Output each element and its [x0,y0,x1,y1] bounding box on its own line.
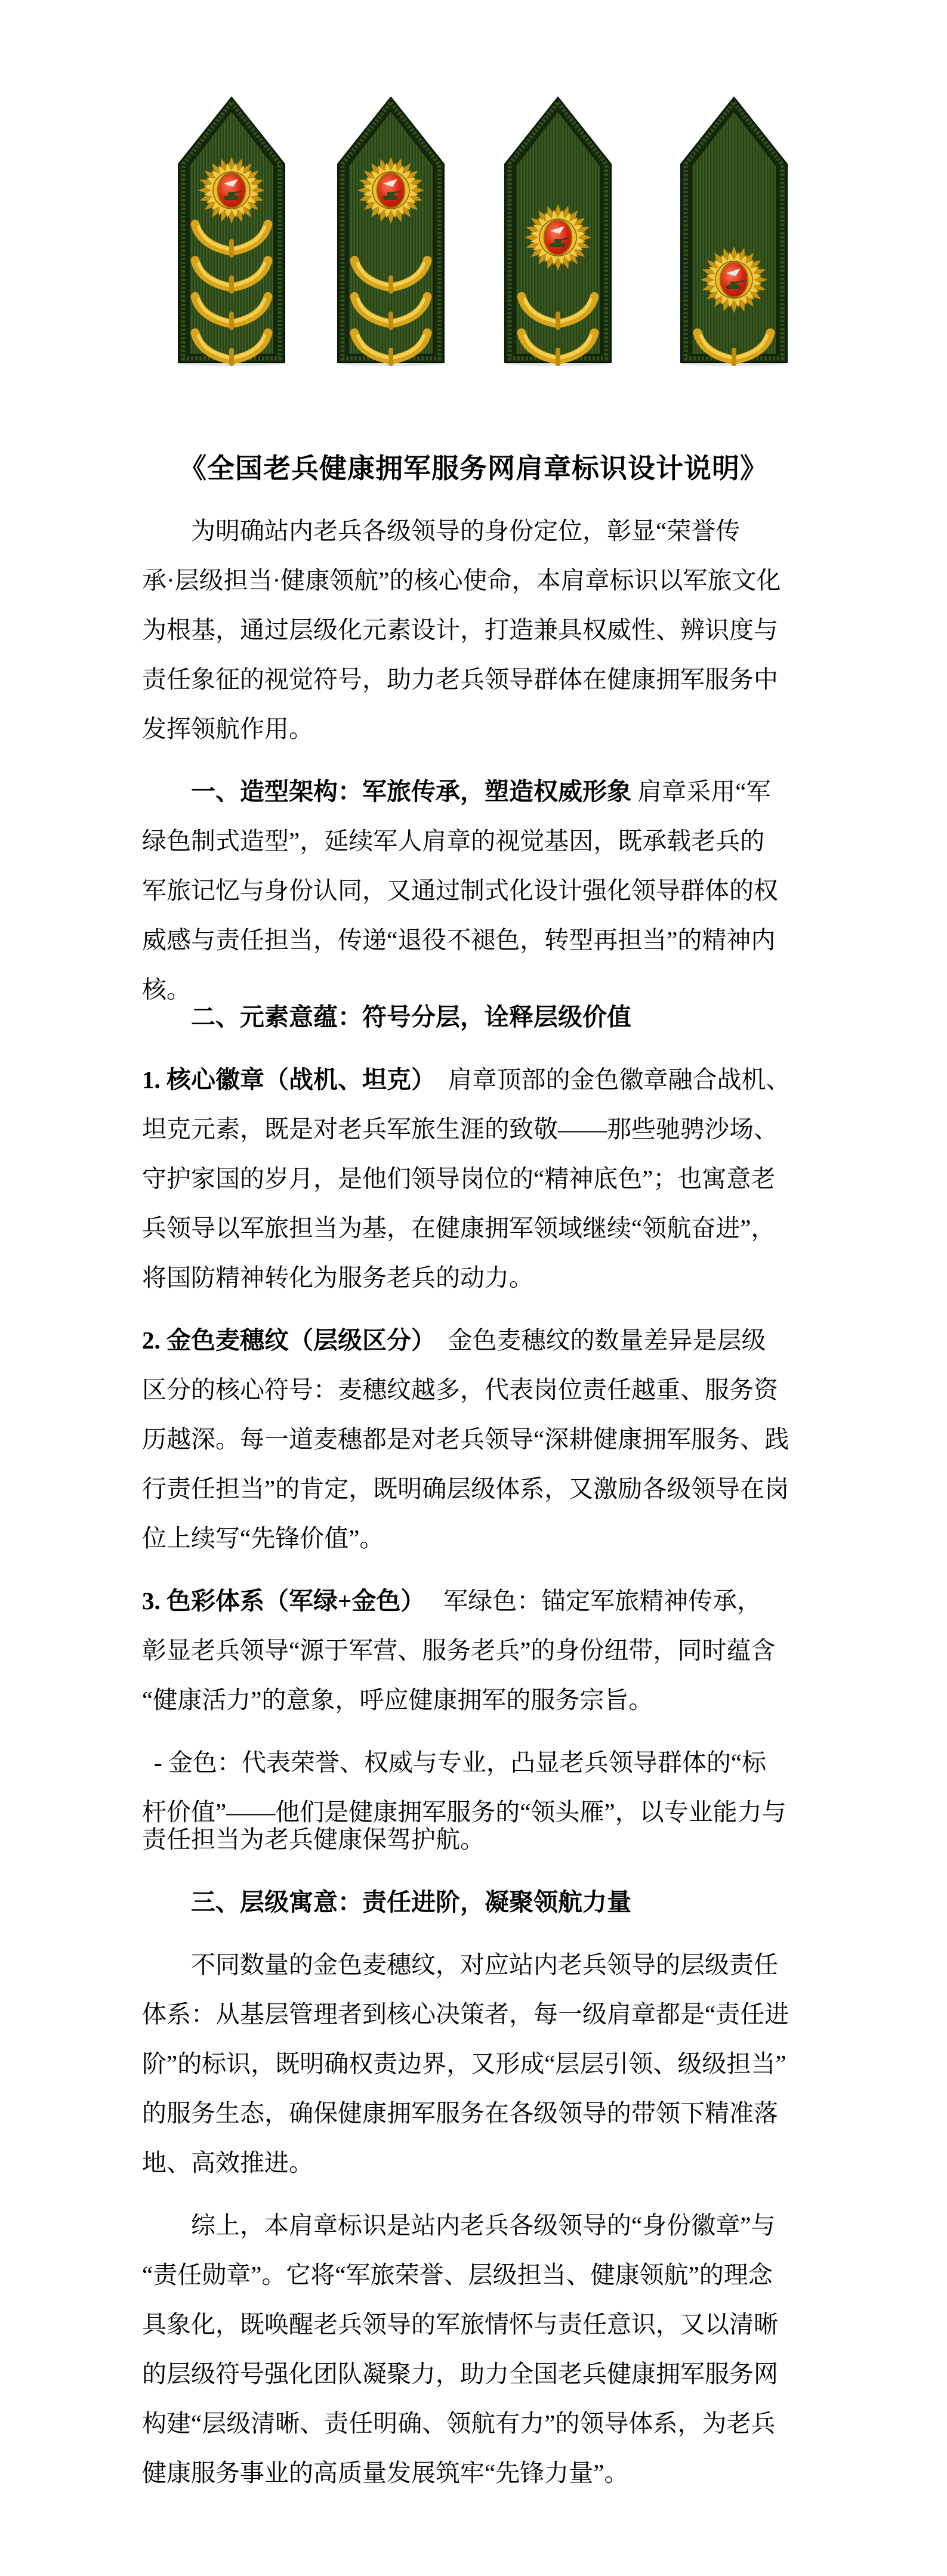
doc-list-item-3 [142,1576,875,1626]
doc-line [142,1514,875,1563]
doc-line [142,1105,875,1154]
doc-heading-3 [142,1878,875,1927]
line-text: 坦克元素，既是对老兵军旅生涯的致敬——那些驰骋沙场、 [142,1115,778,1143]
line-text: 杆价值”——他们是健康拥军服务的“领头雁”，以专业能力与 [142,1798,786,1826]
doc-line [142,1253,875,1303]
line-text: 位上续写“先锋价值”。 [142,1524,384,1552]
doc-line [142,817,875,866]
line-text: 地、高效推进。 [142,2149,313,2176]
line-text: 不同数量的金色麦穗纹，对应站内老兵领导的层级责任 [191,1951,778,1978]
doc-list-item-1 [142,1055,875,1105]
line-text: 守护家国的岁月，是他们领导岗位的“精神底色”；也寓意老 [142,1165,776,1192]
doc-line [142,1365,875,1415]
line-text: 综上，本肩章标识是站内老兵各级领导的“身份徽章”与 [191,2212,776,2239]
line-text: 的服务生态，确保健康拥军服务在各级领导的带领下精准落 [142,2099,778,2127]
heading-text: 三、层级寓意：责任进阶，凝聚领航力量 [191,1888,631,1916]
doc-bullet-line [142,1738,875,1788]
doc-line [142,2300,875,2349]
doc-line [142,556,875,605]
line-text: 健康服务事业的高质量发展筑牢“先锋力量”。 [142,2459,629,2487]
line-text: 发挥领航作用。 [142,715,313,743]
line-text: 体系：从基层管理者到核心决策者，每一级肩章都是“责任进 [142,2000,789,2028]
line-text: 军旅记忆与身份认同，又通过制式化设计强化领导群体的权 [142,877,778,904]
doc-line [142,1940,875,1990]
line-text: 军绿色：锚定军旅精神传承， [412,1587,762,1615]
heading-text: 一、造型架构：军旅传承，塑造权威形象 [191,778,631,805]
doc-line [142,2039,875,2089]
line-text: “责任勋章”。它将“军旅荣誉、层级担当、健康领航”的理念 [142,2261,773,2289]
doc-line [142,1154,875,1204]
line-text: 为根基，通过层级化元素设计，打造兼具权威性、辨识度与 [142,616,778,644]
item-lead-text: 3. 色彩体系（军绿+金色） [142,1587,413,1615]
epaulette-row [0,94,947,367]
doc-line [142,1204,875,1253]
line-text: 将国防精神转化为服务老兵的动力。 [142,1264,533,1291]
line-text: 彰显老兵领导“源于军营、服务老兵”的身份纽带，同时蕴含 [142,1637,776,1664]
doc-line [142,1675,875,1725]
doc-line [142,605,875,655]
item-lead-text: 2. 金色麦穗纹（层级区分） [142,1326,424,1354]
heading-text: 二、元素意蕴：符号分层，诠释层级价值 [191,1003,631,1031]
document-body [0,444,947,2498]
line-text: 责任担当为老兵健康保驾护航。 [142,1826,485,1853]
page-title: 《全国老兵健康拥军服务网肩章标识设计说明》 [179,453,768,484]
doc-line [142,916,875,965]
doc-line [142,866,875,916]
epaulette-image-1 [175,94,288,367]
doc-line [142,2089,875,2138]
doc-line [142,506,875,556]
doc-heading-2 [142,992,875,1042]
line-text: “健康活力”的意象，呼应健康拥军的服务宗旨。 [142,1686,653,1714]
doc-line [142,2250,875,2300]
line-text: 核。 [142,976,191,1003]
doc-line [142,2399,875,2448]
line-text: 肩章顶部的金色徽章融合战机、 [423,1066,791,1093]
doc-line [142,2448,875,2498]
line-text: 兵领导以军旅担当为基，在健康拥军领域继续“领航奋进”， [142,1214,776,1242]
doc-line [142,2201,875,2250]
item-lead-text: 1. 核心徽章（战机、坦克） [142,1066,424,1093]
line-text: 威感与责任担当，传递“退役不褪色，转型再担当”的精神内 [142,926,776,954]
epaulette-image-4 [677,94,791,367]
doc-list-item-2 [142,1316,875,1365]
line-text: 金色麦穗纹的数量差异是层级 [423,1326,766,1354]
doc-line [142,704,875,754]
doc-line [142,1464,875,1514]
line-text: 具象化，既唤醒老兵领导的军旅情怀与责任意识，又以清晰 [142,2311,778,2338]
line-text: - 金色：代表荣誉、权威与专业，凸显老兵领导群体的“标 [154,1749,767,1776]
doc-line [142,1415,875,1464]
line-text: 为明确站内老兵各级领导的身份定位，彰显“荣誉传 [191,517,741,545]
doc-line [142,2349,875,2399]
doc-heading-1 [142,767,875,817]
line-text: 构建“层级清晰、责任明确、领航有力”的领导体系，为老兵 [142,2410,776,2437]
line-text: 的层级符号强化团队凝聚力，助力全国老兵健康拥军服务网 [142,2360,778,2388]
epaulette-image-2 [334,94,448,367]
line-text: 肩章采用“军 [631,778,771,805]
line-text: 承·层级担当·健康领航”的核心使命，本肩章标识以军旅文化 [142,567,781,594]
doc-line [142,1990,875,2039]
epaulette-image-3 [501,94,615,367]
doc-line [142,655,875,704]
line-text: 阶”的标识，既明确权责边界，又形成“层层引领、级级担当” [142,2050,786,2077]
line-text: 绿色制式造型”，延续军人肩章的视觉基因，既承载老兵的 [142,827,765,855]
line-text: 责任象征的视觉符号，助力老兵领导群体在健康拥军服务中 [142,666,778,693]
line-text: 区分的核心符号：麦穗纹越多，代表岗位责任越重、服务资 [142,1376,778,1403]
line-text: 历越深。每一道麦穗都是对老兵领导“深耕健康拥军服务、践 [142,1425,789,1453]
doc-line [142,1626,875,1675]
line-text: 行责任担当”的肯定，既明确层级体系，又激励各级领导在岗 [142,1475,789,1502]
doc-line [142,2138,875,2188]
